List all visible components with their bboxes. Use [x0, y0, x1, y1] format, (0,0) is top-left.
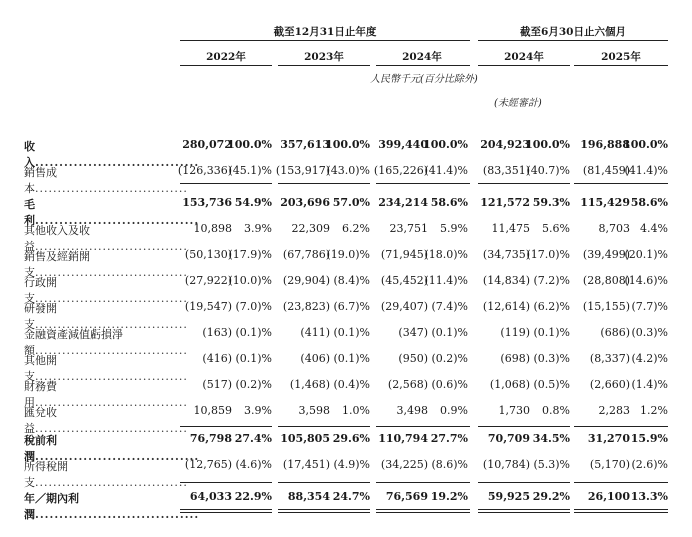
year-rule — [180, 65, 272, 66]
percent-cell: 5.6% — [542, 222, 570, 235]
amount-cell: 399,440 — [378, 138, 428, 151]
leader-dots: .................................. — [35, 182, 188, 195]
table-row — [0, 490, 692, 521]
percent-cell: 27.7% — [430, 432, 468, 445]
table-row — [0, 222, 692, 253]
amount-cell: (10,784) — [482, 458, 530, 471]
percent-cell: 0.8% — [542, 404, 570, 417]
percent-cell: (0.1)% — [235, 352, 272, 365]
amount-cell: (347) — [398, 326, 428, 339]
percent-cell: (0.1)% — [333, 352, 370, 365]
subtotal-rule — [574, 183, 668, 184]
amount-cell: 204,923 — [480, 138, 530, 151]
amount-cell: 2,283 — [598, 404, 630, 417]
row-label-text: 銷售成本 — [24, 166, 57, 195]
leader-dots: .................................. — [35, 156, 200, 169]
amount-cell: (83,351) — [482, 164, 530, 177]
row-label-text: 收入 — [24, 140, 35, 169]
percent-cell: 1.0% — [342, 404, 370, 417]
subtotal-rule — [180, 183, 272, 184]
subtotal-rule — [478, 482, 570, 483]
percent-cell: (6.7)% — [333, 300, 370, 313]
row-label-text: 稅前利潤 — [24, 434, 57, 463]
amount-cell: (12,614) — [482, 300, 530, 313]
amount-cell: (29,407) — [380, 300, 428, 313]
year-header-2023: 2023年 — [304, 51, 344, 63]
amount-cell: 59,925 — [487, 490, 530, 503]
table-row — [0, 352, 692, 383]
percent-cell: 27.4% — [234, 432, 272, 445]
row-label-text: 其他收入及收益 — [24, 224, 90, 253]
row-label-text: 所得稅開支 — [24, 460, 68, 489]
amount-cell: 105,805 — [280, 432, 330, 445]
amount-cell: 153,736 — [182, 196, 232, 209]
amount-cell: (45,452) — [380, 274, 428, 287]
percent-cell: (19.0)% — [326, 248, 370, 261]
amount-cell: (23,823) — [282, 300, 330, 313]
percent-cell: (0.5)% — [533, 378, 570, 391]
amount-cell: 3,598 — [298, 404, 330, 417]
percent-cell: 5.9% — [440, 222, 468, 235]
percent-cell: (0.4)% — [333, 378, 370, 391]
amount-cell: 70,709 — [487, 432, 530, 445]
table-row — [0, 326, 692, 357]
table-row — [0, 458, 692, 489]
percent-cell: (17.9)% — [228, 248, 272, 261]
group-header-six-months: 截至6月30日止六個月 — [520, 26, 626, 38]
subtotal-rule — [574, 426, 668, 427]
amount-cell: 280,072 — [182, 138, 232, 151]
percent-cell: (5.3)% — [533, 458, 570, 471]
total-double-rule — [180, 509, 272, 513]
percent-cell: 59.3% — [532, 196, 570, 209]
percent-cell: (7.7)% — [631, 300, 668, 313]
percent-cell: 24.7% — [332, 490, 370, 503]
percent-cell: (0.1)% — [431, 326, 468, 339]
percent-cell: (4.9)% — [333, 458, 370, 471]
subtotal-rule — [478, 426, 570, 427]
row-label-text: 年／期內利潤 — [24, 492, 79, 521]
amount-cell: (17,451) — [282, 458, 330, 471]
amount-cell: 31,270 — [587, 432, 630, 445]
amount-cell: 110,794 — [378, 432, 428, 445]
percent-cell: (11.4)% — [424, 274, 468, 287]
table-row — [0, 378, 692, 409]
amount-cell: (19,547) — [184, 300, 232, 313]
percent-cell: (2.6)% — [631, 458, 668, 471]
leader-dots: .................................. — [35, 422, 188, 435]
amount-cell: (411) — [300, 326, 330, 339]
amount-cell: 22,309 — [291, 222, 330, 235]
subtotal-rule — [574, 482, 668, 483]
amount-cell: 11,475 — [491, 222, 530, 235]
amount-cell: (29,904) — [282, 274, 330, 287]
amount-cell: 76,798 — [189, 432, 232, 445]
amount-cell: (39,499) — [582, 248, 630, 261]
subtotal-rule — [376, 426, 470, 427]
percent-cell: 6.2% — [342, 222, 370, 235]
total-double-rule — [376, 509, 470, 513]
leader-dots: .................................. — [35, 344, 188, 357]
percent-cell: (8.4)% — [333, 274, 370, 287]
group-header-full-year: 截至12月31日止年度 — [273, 26, 377, 38]
percent-cell: (0.6)% — [431, 378, 468, 391]
table-row — [0, 164, 692, 195]
subtotal-rule — [376, 183, 470, 184]
year-rule — [278, 65, 370, 66]
percent-cell: 57.0% — [332, 196, 370, 209]
amount-cell: (1,468) — [289, 378, 330, 391]
year-header-2024: 2024年 — [402, 51, 442, 63]
amount-cell: 357,613 — [280, 138, 330, 151]
percent-cell: (8.6)% — [431, 458, 468, 471]
leader-dots: .................................. — [35, 370, 188, 383]
table-row — [0, 432, 692, 463]
amount-cell: (416) — [202, 352, 232, 365]
row-label-text: 研發開支 — [24, 302, 57, 331]
percent-cell: 34.5% — [532, 432, 570, 445]
percent-cell: 100.0% — [325, 138, 370, 151]
percent-cell: (0.2)% — [431, 352, 468, 365]
total-double-rule — [574, 509, 668, 513]
total-double-rule — [278, 509, 370, 513]
amount-cell: (163) — [202, 326, 232, 339]
percent-cell: (6.2)% — [533, 300, 570, 313]
percent-cell: 15.9% — [630, 432, 668, 445]
percent-cell: (7.4)% — [431, 300, 468, 313]
amount-cell: (14,834) — [482, 274, 530, 287]
percent-cell: (10.0)% — [228, 274, 272, 287]
percent-cell: (7.2)% — [533, 274, 570, 287]
table-row — [0, 138, 692, 169]
subtotal-rule — [278, 183, 370, 184]
leader-dots: .................................. — [35, 292, 188, 305]
amount-cell: (950) — [398, 352, 428, 365]
table-row — [0, 274, 692, 305]
amount-cell: 196,888 — [580, 138, 630, 151]
leader-dots: .................................. — [35, 396, 188, 409]
amount-cell: (8,337) — [589, 352, 630, 365]
percent-cell: 0.9% — [440, 404, 468, 417]
unaudited-note: (未經審計) — [494, 98, 542, 109]
percent-cell: 54.9% — [234, 196, 272, 209]
amount-cell: 121,572 — [480, 196, 530, 209]
subtotal-rule — [278, 482, 370, 483]
percent-cell: 22.9% — [234, 490, 272, 503]
amount-cell: (34,225) — [380, 458, 428, 471]
leader-dots: .................................. — [35, 450, 200, 463]
year-header-2024-h1: 2024年 — [504, 51, 544, 63]
leader-dots: .................................. — [35, 508, 200, 521]
row-label-text: 金融資產減值虧損淨額 — [24, 328, 123, 357]
amount-cell: 234,214 — [378, 196, 428, 209]
row-label-text: 毛利 — [24, 198, 35, 227]
percent-cell: 19.2% — [430, 490, 468, 503]
percent-cell: 1.2% — [640, 404, 668, 417]
amount-cell: (27,922) — [184, 274, 232, 287]
percent-cell: 29.2% — [532, 490, 570, 503]
amount-cell: 23,751 — [389, 222, 428, 235]
subtotal-rule — [180, 426, 272, 427]
subtotal-rule — [180, 482, 272, 483]
table-row — [0, 300, 692, 331]
percent-cell: 29.6% — [332, 432, 370, 445]
percent-cell: (18.0)% — [424, 248, 468, 261]
amount-cell: (686) — [600, 326, 630, 339]
percent-cell: 100.0% — [423, 138, 468, 151]
amount-cell: 8,703 — [598, 222, 630, 235]
table-row — [0, 248, 692, 279]
percent-cell: 4.4% — [640, 222, 668, 235]
amount-cell: (81,459) — [582, 164, 630, 177]
leader-dots: .................................. — [35, 214, 200, 227]
amount-cell: (71,945) — [380, 248, 428, 261]
leader-dots: .................................. — [35, 476, 188, 489]
amount-cell: 203,696 — [280, 196, 330, 209]
year-rule — [376, 65, 470, 66]
amount-cell: (126,336) — [177, 164, 232, 177]
row-label-text: 匯兌收益 — [24, 406, 57, 435]
percent-cell: 100.0% — [227, 138, 272, 151]
percent-cell: (45.1)% — [228, 164, 272, 177]
currency-note: 人民幣千元(百分比除外) — [370, 74, 478, 85]
amount-cell: 115,429 — [580, 196, 630, 209]
percent-cell: (43.0)% — [326, 164, 370, 177]
percent-cell: 100.0% — [623, 138, 668, 151]
percent-cell: (20.1)% — [624, 248, 668, 261]
percent-cell: (14.6)% — [624, 274, 668, 287]
year-header-2025-h1: 2025年 — [601, 51, 641, 63]
amount-cell: 64,033 — [189, 490, 232, 503]
percent-cell: (0.2)% — [235, 378, 272, 391]
amount-cell: (67,786) — [282, 248, 330, 261]
row-label-text: 財務費用 — [24, 380, 57, 409]
leader-dots: .................................. — [35, 240, 188, 253]
amount-cell: 1,730 — [498, 404, 530, 417]
percent-cell: 58.6% — [630, 196, 668, 209]
percent-cell: 13.3% — [630, 490, 668, 503]
row-label-text: 其他開支 — [24, 354, 57, 383]
table-row — [0, 404, 692, 435]
amount-cell: (153,917) — [275, 164, 330, 177]
amount-cell: (119) — [500, 326, 530, 339]
percent-cell: (0.3)% — [533, 352, 570, 365]
group-rule-six-months — [478, 40, 668, 41]
leader-dots: .................................. — [35, 266, 188, 279]
percent-cell: (41.4)% — [424, 164, 468, 177]
amount-cell: (34,735) — [482, 248, 530, 261]
amount-cell: (1,068) — [489, 378, 530, 391]
amount-cell: (406) — [300, 352, 330, 365]
percent-cell: (0.1)% — [533, 326, 570, 339]
percent-cell: (4.2)% — [631, 352, 668, 365]
year-rule — [574, 65, 668, 66]
total-double-rule — [478, 509, 570, 513]
amount-cell: 76,569 — [385, 490, 428, 503]
percent-cell: (17.0)% — [526, 248, 570, 261]
group-rule-full-year — [180, 40, 470, 41]
percent-cell: 58.6% — [430, 196, 468, 209]
amount-cell: (5,170) — [589, 458, 630, 471]
amount-cell: 3,498 — [396, 404, 428, 417]
leader-dots: .................................. — [35, 318, 188, 331]
amount-cell: 88,354 — [287, 490, 330, 503]
amount-cell: (15,155) — [582, 300, 630, 313]
percent-cell: (1.4)% — [631, 378, 668, 391]
amount-cell: (517) — [202, 378, 232, 391]
table-row — [0, 196, 692, 227]
amount-cell: (698) — [500, 352, 530, 365]
amount-cell: (2,660) — [589, 378, 630, 391]
amount-cell: (165,226) — [373, 164, 428, 177]
amount-cell: (28,808) — [582, 274, 630, 287]
amount-cell: (12,765) — [184, 458, 232, 471]
row-label-text: 銷售及經銷開支 — [24, 250, 90, 279]
row-label-text: 行政開支 — [24, 276, 57, 305]
amount-cell: 10,898 — [193, 222, 232, 235]
percent-cell: (4.6)% — [235, 458, 272, 471]
amount-cell: 10,859 — [193, 404, 232, 417]
percent-cell: (0.1)% — [235, 326, 272, 339]
percent-cell: 3.9% — [244, 404, 272, 417]
amount-cell: (50,130) — [184, 248, 232, 261]
percent-cell: 100.0% — [525, 138, 570, 151]
percent-cell: 3.9% — [244, 222, 272, 235]
percent-cell: (7.0)% — [235, 300, 272, 313]
amount-cell: (2,568) — [387, 378, 428, 391]
subtotal-rule — [478, 183, 570, 184]
percent-cell: (0.1)% — [333, 326, 370, 339]
year-rule — [478, 65, 570, 66]
percent-cell: (0.3)% — [631, 326, 668, 339]
subtotal-rule — [376, 482, 470, 483]
subtotal-rule — [278, 426, 370, 427]
year-header-2022: 2022年 — [206, 51, 246, 63]
percent-cell: (41.4)% — [624, 164, 668, 177]
percent-cell: (40.7)% — [526, 164, 570, 177]
amount-cell: 26,100 — [587, 490, 630, 503]
